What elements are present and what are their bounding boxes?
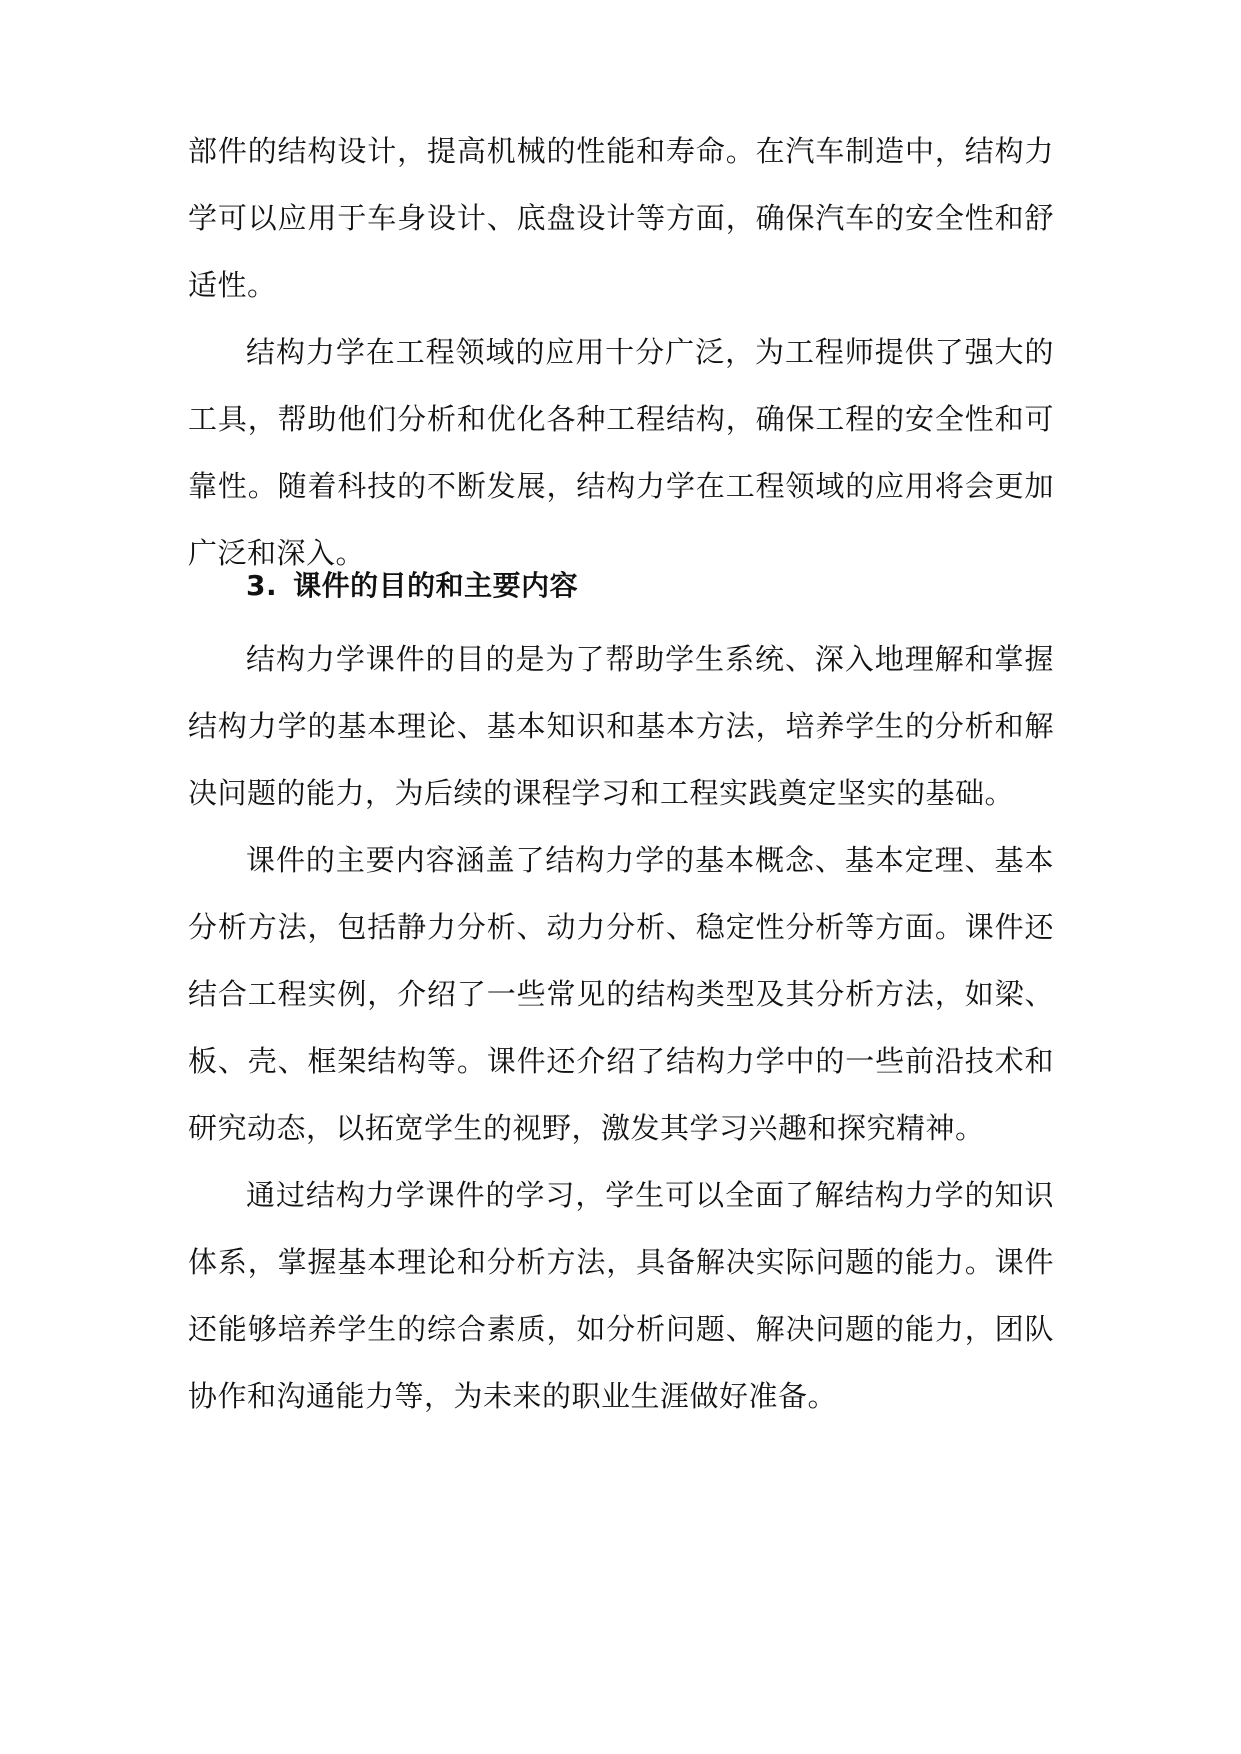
paragraph: 结构力学在工程领域的应用十分广泛，为工程师提供了强大的工具，帮助他们分析和优化各种工程结构，确保工程的安全性和可靠性。随着科技的不断发展，结构力学在工程领域的应用将会更加广泛和深入。 [188,335,1054,570]
section-heading [188,552,1054,619]
section-number: 3. [246,569,278,602]
body-text-section [188,626,1054,1430]
section-heading-block [188,552,1054,619]
paragraph: 课件的主要内容涵盖了结构力学的基本概念、基本定理、基本分析方法，包括静力分析、动力分析、稳定性分析等方面。课件还结合工程实例，介绍了一些常见的结构类型及其分析方法，如梁、板、壳、框架结构等。课件还介绍了结构力学中的一些前沿技术和研究动态，以拓宽学生的视野，激发其学习兴趣和探究精神。 [188,843,1054,1145]
paragraph: 通过结构力学课件的学习，学生可以全面了解结构力学的知识体系，掌握基本理论和分析方法，具备解决实际问题的能力。课件还能够培养学生的综合素质，如分析问题、解决问题的能力，团队协作和沟通能力等，为未来的职业生涯做好准备。 [188,1178,1054,1413]
paragraph: 结构力学课件的目的是为了帮助学生系统、深入地理解和掌握结构力学的基本理论、基本知识和基本方法，培养学生的分析和解决问题的能力，为后续的课程学习和工程实践奠定坚实的基础。 [188,642,1054,810]
section-title: 课件的目的和主要内容 [293,569,579,602]
paragraph-continued: 部件的结构设计，提高机械的性能和寿命。在汽车制造中，结构力学可以应用于车身设计、底盘设计等方面，确保汽车的安全性和舒适性。 [188,134,1054,302]
body-text-upper [188,118,1054,587]
